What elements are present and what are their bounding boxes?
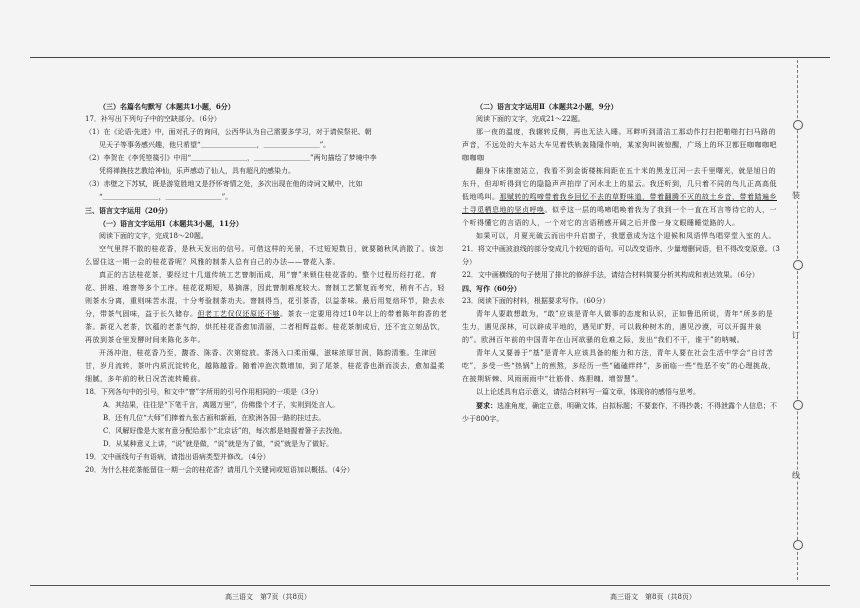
subsection-heading: （一）语言文字运用Ⅰ（本题共3小题，11分） bbox=[99, 219, 243, 228]
option-b: B．还有几位“大师”们捧着九张古画和新画，在欧洲各国一路的挂过去。 bbox=[103, 414, 326, 422]
binding-hole-icon bbox=[793, 120, 803, 130]
binding-hole-icon bbox=[793, 540, 803, 550]
question-18: 18．下列各句中的引号，和文中“窨”字所用的引号作用相同的一项是（3分） bbox=[85, 388, 323, 396]
passage-paragraph: 如果可以，月夏光破云而出中升启窗子，我愿意成为这个迎候和凤语悍鸟唱穿堂入室的人。 bbox=[476, 232, 776, 240]
passage-text: 真正的古法桂花茶，要经过十几道传统工艺窨制而成，用“窨”来锁住桂花香的。整个过程历经打花、育花、拼堆、堆窨等多个工序。桂花花期短，易摘落，因此窨制难度较大。窨制工艺繁复而考究，稍有不占，轻则茶水分离，重则味苦水混，十分考验制茶功夫。窨制得当， bbox=[85, 271, 445, 305]
question-17-3-line2: “＿＿＿＿＿＿＿＿，＿＿＿＿＿＿＿＿”。 bbox=[99, 193, 233, 201]
writing-requirements bbox=[462, 399, 780, 426]
writing-material: 青年人又要善于“基”是青年人应该具备的能力和方法，青年人要在社会生活中学会“自讨苦吃”，多受一些“热锅”上的煎熬，多经历一些“磕磕绊绊”，多面临一些“性恶不安”的心理挑战，在披荆斩棘、风雨雨雨中“壮筋骨、炼胆魄、增智慧”。 bbox=[462, 349, 776, 383]
passage-paragraph bbox=[462, 165, 780, 230]
section-heading: 三、语言文字运用（20分） bbox=[85, 206, 172, 215]
writing-prompt: 以上论述具有启示意义，请结合材料写一篇文章，体现你的感悟与思考。 bbox=[476, 388, 700, 396]
passage-text: 花引茶香，以益茶味。最后用复焙环节，除去水分，带茶气固味，益于长久储存。 bbox=[85, 297, 445, 318]
underlined-sentence: 但老工艺仅仅还原还不够 bbox=[197, 310, 280, 318]
binding-dashed-line bbox=[797, 60, 798, 580]
question-17: 17．补写出下列句子中的空缺部分。（6分） bbox=[85, 115, 221, 123]
underlined-sentence: 那赋转的鸣啼带着我乡回忆不去的草野味道，带着翻腾不灭的故土乡音，带着踏遍乡土寻觅栖息地的坚贞呼唤 bbox=[462, 193, 777, 214]
top-rule bbox=[30, 57, 830, 58]
question-17-2-line2: 凭将禅换技艺教给神仙，乐声感动了仙人，具有超凡的感染力。 bbox=[99, 167, 295, 175]
option-d: D．从某种意义上讲，“说”就是做，“说”就是为了做，“说”就是为了做好。 bbox=[103, 440, 334, 448]
passage-paragraph: 那一夜的温度，我辗转反侧，再也无法入睡。耳畔听到清洁工那动作打扫把啪啪打扫马路的声音，不远处的大车站大车见着铁轨轰隆隆作响，某家狗叫被惊醒，广场上的环卫都狂咖咖咖吧咖咖咖 bbox=[462, 128, 777, 162]
requirements-text: 选准角度，确定立意，明确文体，自拟标题；不要套作，不得抄袭；不得泄露个人信息；不少于800字。 bbox=[462, 402, 777, 423]
bottom-rule bbox=[30, 585, 830, 586]
passage-paragraph bbox=[85, 269, 450, 347]
section-heading: 四、写作（60分） bbox=[462, 284, 521, 293]
reading-instruction: 阅读下面的文字，完成21～22题。 bbox=[476, 115, 585, 123]
section-heading: （三）名篇名句默写（本题共1小题，6分） bbox=[99, 102, 235, 111]
question-17-3-line1: （3）赤壁之下苏轼，既是游览胜地又是抒怀寄情之处，多次出现在他的诗词文赋中，比如 bbox=[85, 180, 363, 188]
question-19: 19．文中画线句子有语病，请指出语病类型并修改。（4分） bbox=[85, 453, 270, 461]
requirements-label: 要求： bbox=[476, 401, 497, 410]
page-8-column bbox=[462, 100, 780, 426]
question-23: 23．阅读下面的材料，根据要求写作。（60分） bbox=[462, 297, 610, 305]
page-footer: 高三语文 第8页（共8页） bbox=[610, 593, 696, 601]
question-20: 20．为什么桂花茶能留住一期一会的桂花香？请用几个关键词或短语加以概括。（4分） bbox=[85, 466, 354, 474]
writing-material: 青年人要敢想敢为，“敢”应该是青年人做事的态度和认识，正如鲁迅所说，青年“所多的是生力，遇见深林，可以辟成平地的，遇见旷野，可以栽种树木的，遇见沙漠，可以开掘井泉的”。欧洲百年前的中国青年在山河欲骚的危难之际，发出“我们不干，谁干”的呐喊。 bbox=[462, 310, 774, 344]
page-footer: 高三语文 第7页（共8页） bbox=[225, 593, 311, 601]
page-7-column bbox=[85, 100, 450, 477]
passage-text: 。似乎这一层的鸣啼唱唤着我为了我到一个一直在耳言等待它的人，一个听得懂它的言语的人，一个对它的言语稍感开阔之后并像一身文眼睡睡觉路的人。 bbox=[462, 206, 777, 227]
question-17-2-line1: （2）李贺在《李凭箜篌引》中用“＿＿＿＿＿＿＿＿，＿＿＿＿＿＿＿＿”两句描绘了梦境中李 bbox=[85, 154, 377, 162]
option-a: A．其结果，往往是“下笔千言，离题万里”，仿佛像个才子，实则到处言人。 bbox=[103, 401, 340, 409]
binding-hole-icon bbox=[793, 260, 803, 270]
passage-paragraph: 开汤冲泡，桂花香乃至，馥香、陈香、次第绽放。茶汤入口柔而爆，滋味浓厚甘润，陈韵清雅。生津回甘，岁月流转，茶叶内质沉淀转化，越陈越香。随着冲泡次数增加，到了尾茶，桂花香也渐而淡去，愈加温柔细腻，多年前的秋日况苦流转睡前。 bbox=[85, 349, 445, 383]
question-17-1-line2: 见天子等事务感兴趣，他只希望“＿＿＿＿＿＿＿＿，＿＿＿＿＿＿＿＿”。 bbox=[99, 141, 331, 149]
question-21: 21．将文中画波浪线的部分变成几个较短的语句。可以改变语序、少量增删词语，但不得改变原意。（3分） bbox=[462, 245, 780, 266]
question-17-1-line1: （1）在《论语·先进》中，面对孔子的询问，公西华认为自己需要多学习，对于请侯祭祀、朝 bbox=[85, 128, 372, 136]
subsection-heading: （二）语言文字运用Ⅱ（本题共2小题，9分） bbox=[476, 102, 618, 111]
binding-margin bbox=[792, 60, 804, 580]
reading-instruction: 阅读下面的文字，完成18～20题。 bbox=[99, 232, 208, 240]
binding-char: 订 bbox=[792, 331, 800, 340]
question-22: 22．文中画横线的句子使用了排比的修辞手法，请结合材料简要分析其构成和表达效果。（6分） bbox=[462, 271, 759, 279]
binding-hole-icon bbox=[793, 400, 803, 410]
passage-paragraph: 空气里拌不散的桂花香，是秋天发出的信号。可借这样的光景，不过短短数日，就要随秋风消散了。该怎么留住这一期一会的桂花香呢？风雅的制茶人总有自己的办法——窨花入茶。 bbox=[85, 245, 444, 266]
passage-text: 翻身下床推窗站立，我看不到金街楼栋间距在五十米的黑龙江河一去千里曙光，就是旭日的东升，但却听得到它的隐隐声声拍岸了河水北上的星云。我还听到，几只着不同的鸟儿正高高低低地鸣叫。 bbox=[462, 167, 777, 201]
binding-char: 装 bbox=[792, 191, 800, 200]
passage-text: 。茶农一定要用待过10年以上的带着陈年韵香的老茶。新花入老茶，饮蕴的老茶气韵，烘托桂花香愈加清丽，二者相辉益彰。桂花茶制成后，还不宜立刻品饮，再放到茶仓里发酵时间来陈化多年。 bbox=[85, 310, 448, 344]
binding-char: 线 bbox=[792, 471, 800, 480]
option-c: C．风解好像是大家有意分配给那个“北京话”的，每次都是她握着箸子去找他。 bbox=[103, 427, 347, 435]
